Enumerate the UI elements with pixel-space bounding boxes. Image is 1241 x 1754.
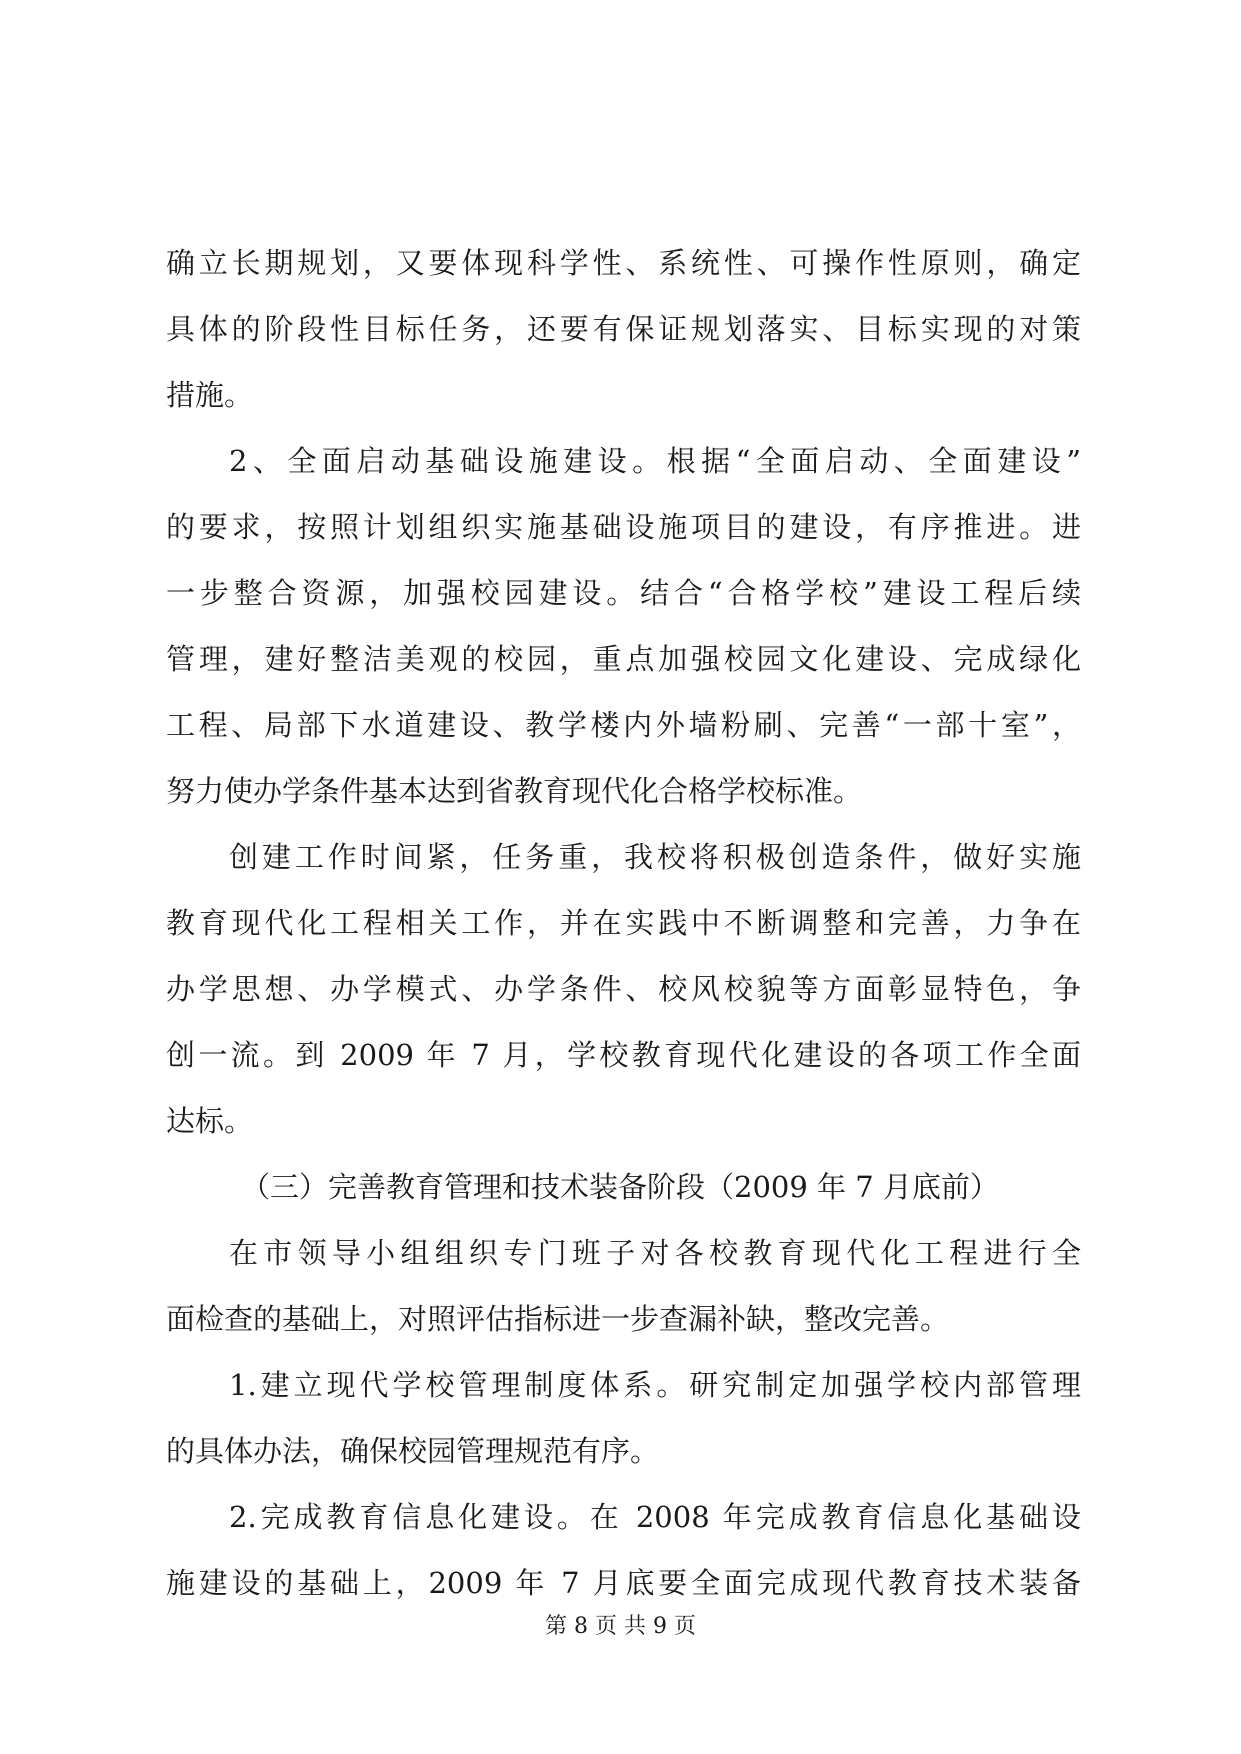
text-line: 管理，建好整洁美观的校园，重点加强校园文化建设、完成绿化 — [166, 642, 1081, 676]
text-line: 面检查的基础上，对照评估指标进一步查漏补缺，整改完善。 — [166, 1302, 950, 1336]
paragraph-start-line: 2、全面启动基础设施建设。根据“全面启动、全面建设” — [229, 444, 1081, 478]
paragraph-start-line: 创建工作时间紧，任务重，我校将积极创造条件，做好实施 — [229, 840, 1081, 874]
text-line: 的具体办法，确保校园管理规范有序。 — [166, 1434, 660, 1468]
text-line: 教育现代化工程相关工作，并在实践中不断调整和完善，力争在 — [166, 906, 1081, 940]
page-number-footer: 第 8 页 共 9 页 — [545, 1614, 696, 1639]
text-line: 的要求，按照计划组织实施基础设施项目的建设，有序推进。进 — [166, 510, 1081, 544]
text-line: 达标。 — [166, 1104, 254, 1138]
text-line: 措施。 — [166, 378, 254, 412]
text-line: 工程、局部下水道建设、教学楼内外墙粉刷、完善“一部十室”， — [166, 708, 1081, 742]
paragraph-start-line: 1.建立现代学校管理制度体系。研究制定加强学校内部管理 — [229, 1368, 1081, 1402]
text-line: 确立长期规划，又要体现科学性、系统性、可操作性原则，确定 — [166, 246, 1081, 280]
paragraph-start-line: 2.完成教育信息化建设。在 2008 年完成教育信息化基础设 — [229, 1500, 1081, 1534]
text-line: 办学思想、办学模式、办学条件、校风校貌等方面彰显特色，争 — [166, 972, 1081, 1006]
text-line: 努力使办学条件基本达到省教育现代化合格学校标准。 — [166, 774, 863, 808]
document-body — [166, 230, 1081, 1616]
text-line: 具体的阶段性目标任务，还要有保证规划落实、目标实现的对策 — [166, 312, 1081, 346]
text-line: 施建设的基础上，2009 年 7 月底要全面完成现代教育技术装备 — [166, 1566, 1081, 1600]
text-line: 一步整合资源，加强校园建设。结合“合格学校”建设工程后续 — [166, 576, 1081, 610]
paragraph-start-line: 在市领导小组组织专门班子对各校教育现代化工程进行全 — [229, 1236, 1081, 1270]
text-line: 创一流。到 2009 年 7 月，学校教育现代化建设的各项工作全面 — [166, 1038, 1081, 1072]
section-heading: （三）完善教育管理和技术装备阶段（2009 年 7 月底前） — [241, 1170, 999, 1204]
